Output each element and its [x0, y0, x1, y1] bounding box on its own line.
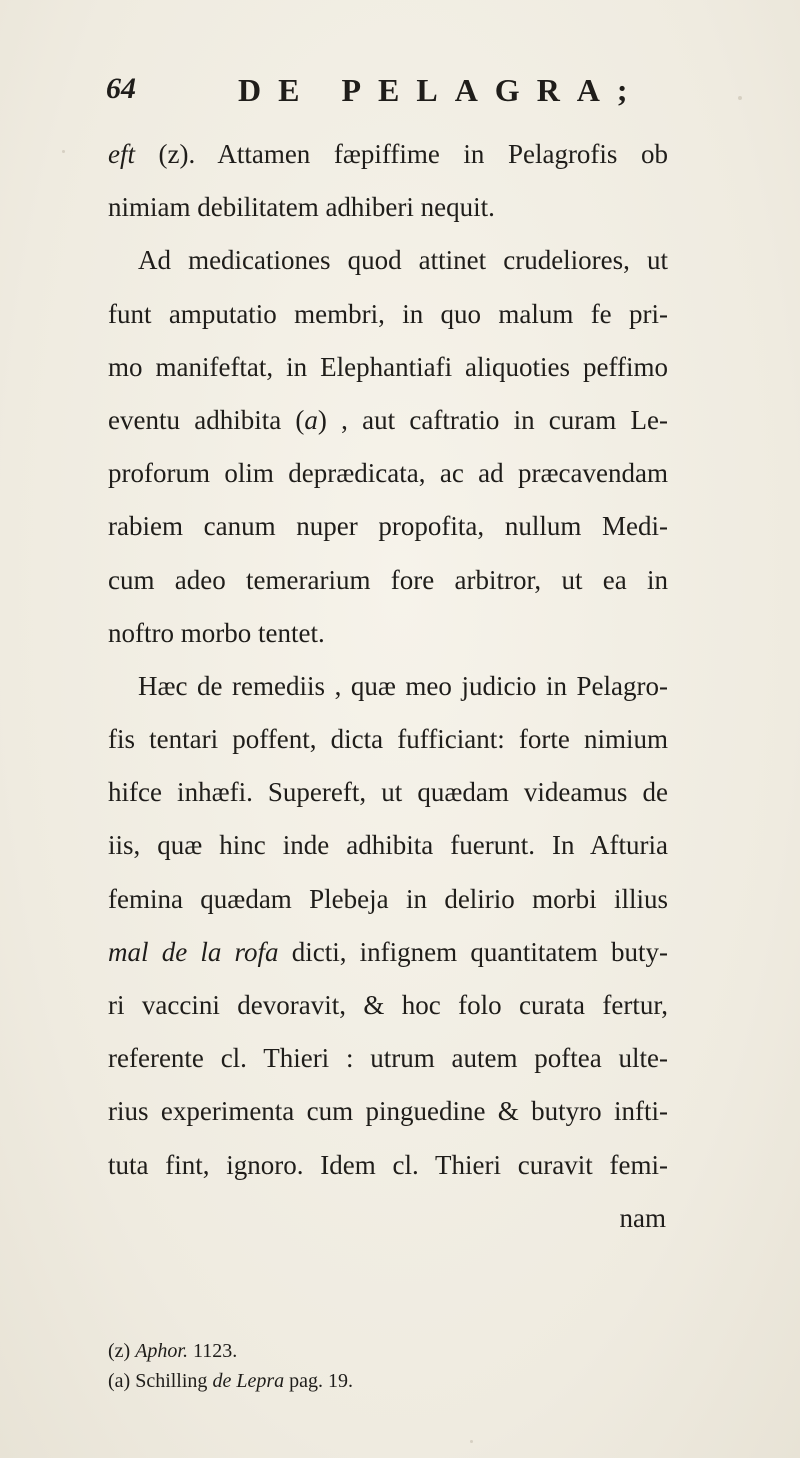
text-line: hifce inhæfi. Supereft, ut quædam videamus de: [108, 777, 668, 808]
text-line: mal de la rofa dicti, infignem quantitatem buty-: [108, 936, 668, 967]
text-line: eft (z). Attamen fæpiffime in Pelagrofis ob: [108, 139, 668, 169]
text-line: iis, quæ hinc inde adhibita fuerunt. In Afturia: [108, 830, 668, 861]
text-line: eventu adhibita (a) , aut caftratio in curam Le-: [108, 404, 668, 435]
paper-speck: [470, 1440, 473, 1443]
text-line: nimiam debilitatem adhiberi nequit.: [108, 192, 495, 223]
text-line: Ad medicationes quod attinet crudeliores, ut: [138, 245, 668, 276]
text-line: cum adeo temerarium fore arbitror, ut ea in: [108, 564, 668, 595]
text-line: femina quædam Plebeja in delirio morbi illius: [108, 883, 668, 914]
text-line: funt amputatio membri, in quo malum fe pri-: [108, 298, 668, 329]
text-line: mo manifeftat, in Elephantiafi aliquoties peffimo: [108, 351, 668, 382]
text-line: noftro morbo tentet.: [108, 617, 325, 648]
body-text: [108, 128, 668, 1245]
text-line: rabiem canum nuper propofita, nullum Medi-: [108, 511, 668, 542]
footnotes: [108, 1336, 668, 1396]
text-line: referente cl. Thieri : utrum autem poftea ulte-: [108, 1043, 668, 1074]
paper-speck: [738, 96, 742, 100]
text-line: Hæc de remediis , quæ meo judicio in Pelagro-: [138, 670, 668, 701]
text-line: ri vaccini devoravit, & hoc folo curata fertur,: [108, 990, 668, 1020]
running-title: DE PELAGRA;: [238, 72, 645, 108]
paper-speck: [62, 150, 65, 153]
text-line: fis tentari poffent, dicta fufficiant: forte nimium: [108, 724, 668, 755]
text-line: tuta fint, ignoro. Idem cl. Thieri curavit femi-: [108, 1149, 668, 1180]
page-number: 64: [106, 72, 136, 105]
catchword: nam: [619, 1202, 666, 1233]
page-header: [106, 70, 666, 114]
footnote: (z) Aphor. 1123.: [108, 1340, 238, 1362]
footnote: (a) Schilling de Lepra pag. 19.: [108, 1370, 353, 1392]
text-line: rius experimenta cum pinguedine & butyro infti-: [108, 1096, 668, 1127]
text-line: proforum olim deprædicata, ac ad præcavendam: [108, 458, 668, 489]
